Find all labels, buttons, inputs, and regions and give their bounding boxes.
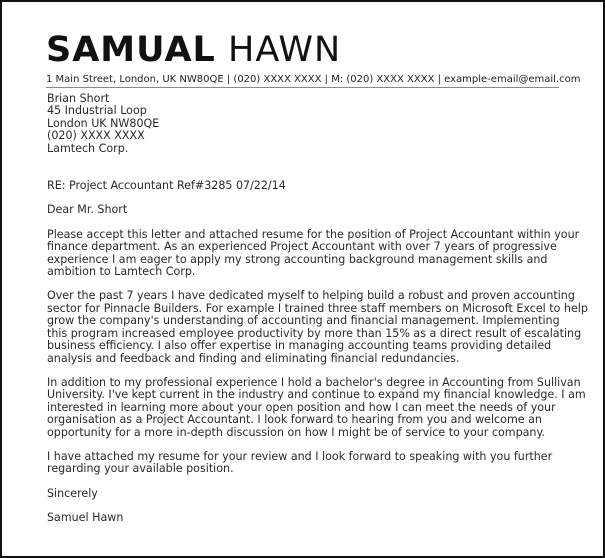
recipient-name: Brian Short [47, 92, 110, 105]
paragraph-line: grow the company's understanding of accounting and financial management. Implementing [47, 314, 560, 328]
contact-line: 1 Main Street, London, UK NW80QE | (020) XXXX XXXX | M: (020) XXXX XXXX | example-email@email.com [46, 74, 581, 85]
closing: Sincerely [47, 486, 98, 500]
paragraph-line: In addition to my professional experience I hold a bachelor's degree in Accounting from Sullivan [47, 375, 581, 389]
paragraph-line: finance department. As an experienced Project Accountant with over 7 years of progressive [47, 240, 557, 254]
paragraph-line: experience I am eager to apply my strong accounting background management skills and [47, 252, 548, 266]
recipient-city: London UK NW80QE [47, 116, 160, 130]
paragraph-line: organisation as a Project Accountant. I look forward to hearing from you and welcome an [47, 413, 542, 427]
header-divider [46, 87, 559, 88]
paragraph-line: business efficiency. I also offer expertise in managing accounting teams providing detailed [47, 339, 552, 353]
paragraph-line: Over the past 7 years I have dedicated myself to helping build a robust and proven accounting [47, 289, 575, 303]
letter-body [47, 92, 588, 525]
salutation: Dear Mr. Short [47, 203, 128, 217]
paragraph-line: University. I've kept current in the industry and continue to expand my financial knowledge. I am [47, 388, 586, 402]
signature: Samuel Hawn [47, 511, 124, 525]
recipient-address [47, 93, 567, 155]
paragraph-line: I have attached my resume for your review and I look forward to speaking with you further [47, 449, 553, 463]
recipient-phone: (020) XXXX XXXX [47, 129, 145, 143]
paragraph-line: interested in learning more about your open position and how I can meet the needs of your [47, 400, 556, 414]
paragraph-line: Please accept this letter and attached resume for the position of Project Accountant within your [47, 227, 580, 241]
sender-last-name: HAWN [228, 30, 342, 70]
recipient-street: 45 Industrial Loop [47, 104, 147, 118]
recipient-company: Lamtech Corp. [47, 141, 129, 155]
paragraph-2 [47, 289, 588, 365]
sender-first-name: SAMUAL [46, 30, 216, 70]
paragraph-line: sector for Pinnacle Builders. For example I trained three staff members on Microsoft Excel to help [47, 301, 588, 315]
paragraph-line: regarding your available position. [47, 462, 234, 476]
sender-name [46, 30, 341, 70]
paragraph-line: opportunity for a more in-depth discussion on how I might be of service to your company. [47, 425, 545, 439]
paragraph-line: analysis and feedback and finding and eliminating financial redundancies. [47, 351, 460, 365]
paragraph-3 [47, 375, 586, 439]
paragraph-line: ambition to Lamtech Corp. [47, 265, 196, 279]
paragraph-line: this program increased employee productivity by more than 15% as a direct result of escalating [47, 326, 582, 340]
paragraph-4 [47, 451, 567, 476]
subject-line: RE: Project Accountant Ref#3285 07/22/14 [47, 179, 286, 193]
paragraph-1 [47, 227, 580, 279]
